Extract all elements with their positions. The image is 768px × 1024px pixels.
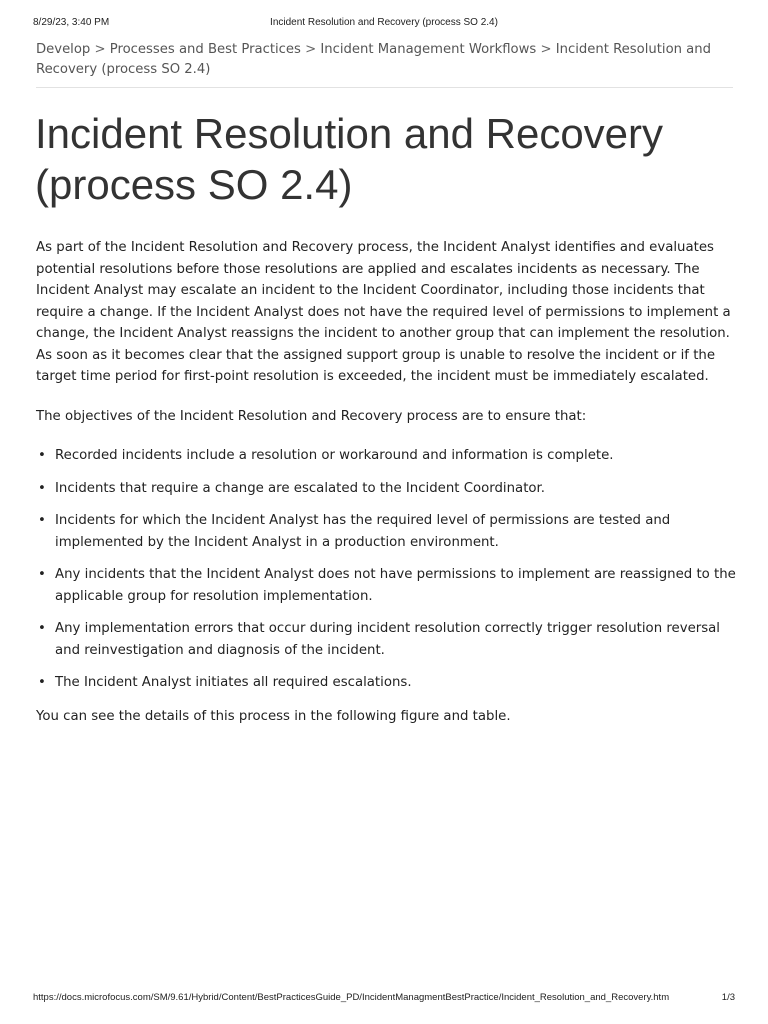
list-item [36,478,736,500]
bullet-icon: • [38,480,46,496]
print-header [33,17,735,31]
list-item [36,618,736,661]
intro-paragraph: As part of the Incident Resolution and Recovery process, the Incident Analyst identifies and evaluates potential resolutions before those resolutions are applied and escalates incidents as necessary. The Incident Analyst may escalate an incident to the Incident Coordinator, including those incidents that require a change. If the Incident Analyst does not have the required level of permissions to implement a change, the Incident Analyst reassigns the incident to another group that can implement the resolution. As soon as it becomes clear that the assigned support group is unable to resolve the incident or if the target time period for first-point resolution is exceeded, the incident must be immediately escalated. [36,240,731,384]
closing-paragraph: You can see the details of this process in the following figure and table. [36,708,511,724]
breadcrumb-item-incident-workflows[interactable]: Incident Management Workflows [320,42,537,57]
list-item [36,510,736,553]
bullet-icon: • [38,621,46,636]
list-item-text: Incidents that require a change are escalated to the Incident Coordinator. [55,480,546,496]
print-footer [33,992,735,1006]
breadcrumb-item-current[interactable]: Incident Resolution and Recovery (process SO 2.4) [36,42,711,77]
breadcrumb-separator: > [305,42,317,57]
list-item-text: The Incident Analyst initiates all required escalations. [55,675,412,690]
print-title: Incident Resolution and Recovery (process SO 2.4) [270,17,498,28]
bullet-icon: • [38,567,46,582]
bullet-icon: • [38,675,46,690]
breadcrumb [36,40,733,88]
bullet-icon: • [38,513,46,528]
objectives-list [36,445,736,694]
list-item-text: Any implementation errors that occur during incident resolution correctly trigger resolution reversal and reinvestigation and diagnosis of the incident. [55,621,720,658]
print-datetime: 8/29/23, 3:40 PM [33,17,110,28]
main-content [36,237,736,727]
bullet-icon: • [38,448,46,463]
page-title: Incident Resolution and Recovery (process SO 2.4) [35,110,664,208]
breadcrumb-separator: > [94,42,106,57]
list-item [36,672,736,694]
print-page-number: 1/3 [721,992,735,1003]
breadcrumb-item-processes[interactable]: Processes and Best Practices [109,42,301,57]
list-item-text: Any incidents that the Incident Analyst does not have permissions to implement are reassigned to the applicable group for resolution implementation. [55,567,736,604]
list-item-text: Recorded incidents include a resolution or workaround and information is complete. [55,448,614,463]
list-item [36,564,736,607]
breadcrumb-separator: > [540,42,552,57]
print-url: https://docs.microfocus.com/SM/9.61/Hybrid/Content/BestPracticesGuide_PD/IncidentManagmentBestPractice/Incident_Resolution_and_Recovery.htm [33,992,670,1003]
objectives-intro: The objectives of the Incident Resolution and Recovery process are to ensure that: [36,408,587,424]
list-item [36,445,736,467]
breadcrumb-item-develop[interactable]: Develop [36,42,91,57]
list-item-text: Incidents for which the Incident Analyst has the required level of permissions are tested and implemented by the Incident Analyst in a production environment. [55,513,671,550]
